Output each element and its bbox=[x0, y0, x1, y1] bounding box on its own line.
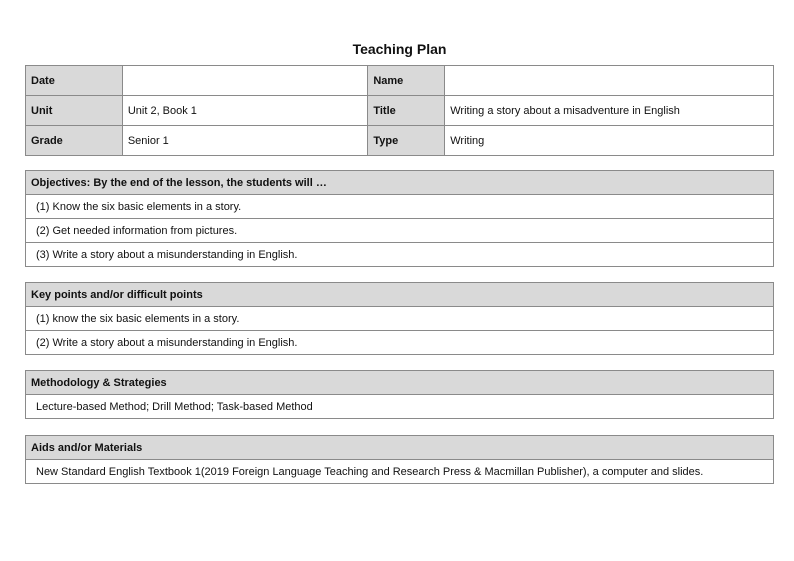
methodology-section bbox=[25, 370, 774, 419]
key-point-item: (2) Write a story about a misunderstanding in English. bbox=[26, 331, 774, 355]
grade-label: Grade bbox=[26, 126, 123, 156]
info-row-unit bbox=[26, 96, 774, 126]
objectives-heading: Objectives: By the end of the lesson, the students will … bbox=[26, 171, 774, 195]
name-label: Name bbox=[368, 66, 445, 96]
name-value bbox=[445, 66, 774, 96]
objective-item: (3) Write a story about a misunderstanding in English. bbox=[26, 243, 774, 267]
title-value: Writing a story about a misadventure in English bbox=[445, 96, 774, 126]
date-value bbox=[122, 66, 368, 96]
objective-item: (1) Know the six basic elements in a story. bbox=[26, 195, 774, 219]
methodology-heading: Methodology & Strategies bbox=[26, 371, 774, 395]
aids-section bbox=[25, 435, 774, 484]
grade-value: Senior 1 bbox=[122, 126, 368, 156]
title-label: Title bbox=[368, 96, 445, 126]
key-points-section bbox=[25, 282, 774, 355]
key-point-item: (1) know the six basic elements in a story. bbox=[26, 307, 774, 331]
aids-heading: Aids and/or Materials bbox=[26, 436, 774, 460]
type-label: Type bbox=[368, 126, 445, 156]
info-row-grade bbox=[26, 126, 774, 156]
objectives-section bbox=[25, 170, 774, 267]
info-row-date bbox=[26, 66, 774, 96]
aids-item: New Standard English Textbook 1(2019 Foreign Language Teaching and Research Press & Macmillan Publisher), a computer and slides. bbox=[26, 460, 774, 484]
unit-label: Unit bbox=[26, 96, 123, 126]
info-table bbox=[25, 65, 774, 156]
unit-value: Unit 2, Book 1 bbox=[122, 96, 368, 126]
methodology-item: Lecture-based Method; Drill Method; Task-based Method bbox=[26, 395, 774, 419]
page-title: Teaching Plan bbox=[352, 41, 447, 57]
objective-item: (2) Get needed information from pictures. bbox=[26, 219, 774, 243]
key-points-heading: Key points and/or difficult points bbox=[26, 283, 774, 307]
date-label: Date bbox=[26, 66, 123, 96]
type-value: Writing bbox=[445, 126, 774, 156]
